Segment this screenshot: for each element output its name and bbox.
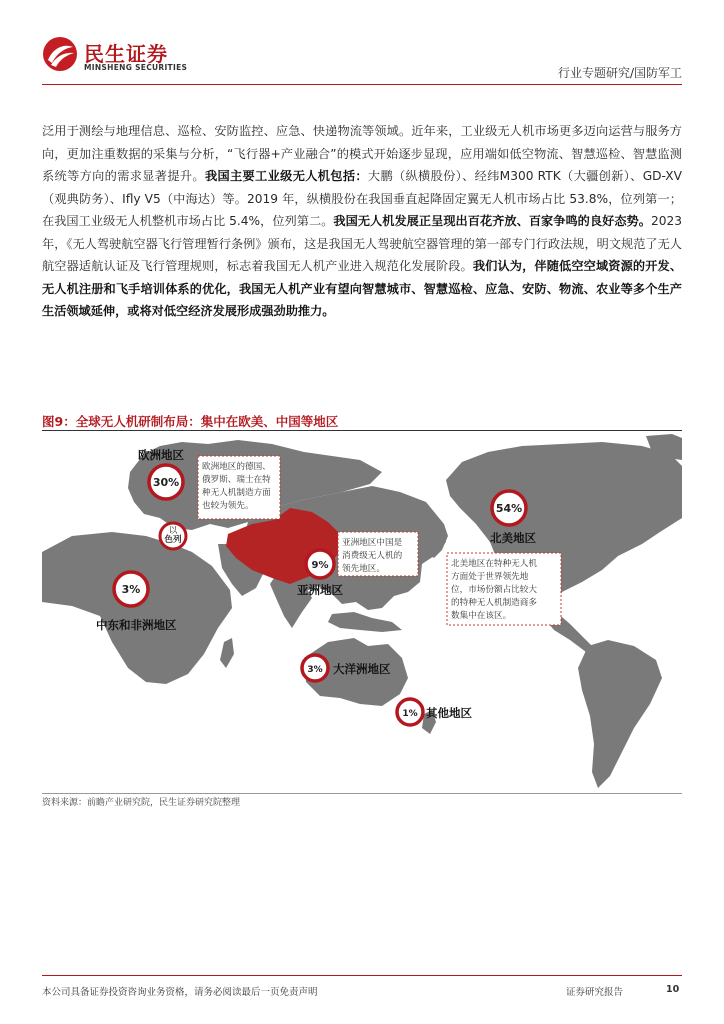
body-segment: 2023 年，《无人驾驶航空器飞行管理暂行条例》颁布，这是我国无人驾驶航空器管理的第一部专门行政法规，明文规范了无人航空器适航认证及飞行管理规则，标志着我国无人机产业进入规范化发展阶段。 (42, 214, 682, 273)
page-number: 10 (666, 984, 680, 995)
note-na-line: 位，市场份额占比较大 (451, 585, 537, 595)
land-masses (42, 434, 682, 788)
body-segment-bold: 我国无人机发展正呈现出百花齐放、百家争鸣的良好态势。 (333, 214, 651, 228)
figure-bottom-divider (42, 793, 682, 794)
note-asia (338, 532, 418, 576)
region-pct-north-america: 54% (495, 502, 523, 515)
land-se-asia-islands (328, 612, 402, 632)
header-divider (42, 84, 682, 85)
report-category: 行业专题研究/国防军工 (557, 66, 682, 80)
figure-title-divider (42, 430, 682, 431)
note-na-line: 方面处于世界领先地 (451, 572, 529, 582)
company-logo (42, 36, 192, 78)
region-pct-mea: 3% (121, 583, 141, 596)
note-europe-line: 俄罗斯、瑞士在特 (202, 475, 271, 485)
figure-title: 图9：全球无人机研制布局：集中在欧美、中国等地区 (42, 414, 339, 429)
logo-english-name: MINSHENG SECURITIES (84, 63, 188, 72)
figure-source: 资料来源：前瞻产业研究院，民生证券研究院整理 (42, 798, 241, 808)
note-na-line: 数集中在该区。 (451, 611, 512, 621)
world-map-figure (42, 432, 682, 792)
body-segment-bold: 我们认为，伴随低空空域资源的开发、无人机注册和飞手培训体系的优化，我国无人机产业有望向智慧城市、智慧巡检、应急、安防、物流、农业等多个生产生活领域延伸，或将对低空经济发展形成强劲助推力。 (42, 259, 683, 318)
footer-report-type: 证券研究报告 (566, 987, 624, 998)
note-asia-line: 消费级无人机的 (342, 551, 403, 561)
israel-tag-line2: 色列 (164, 535, 182, 545)
region-pct-oceania: 3% (307, 665, 323, 675)
body-segment: 大鹏（纵横股份）、经纬M300 RTK（大疆创新）、GD-XV（观典防务）、Ifly V5（中海达）等。2019 年，纵横股份在我国垂直起降固定翼无人机市场占比 53.8%，位列第一；在我国工业级无人机整机市场占比 5.4%，位列第二。 (42, 169, 682, 228)
note-north-america (447, 553, 561, 625)
body-paragraph (42, 120, 682, 323)
land-africa (42, 532, 232, 684)
page-header (0, 0, 724, 90)
body-segment: 泛用于测绘与地理信息、巡检、安防监控、应急、快递物流等领域。近年来，工业级无人机市场更多迈向运营与服务方向，更加注重数据的采集与分析，“飞行器+产业融合”的模式开始逐步显现，应用端如低空物流、智慧巡检、智慧监测系统等方向的需求显著提升。 (42, 124, 682, 183)
note-europe-line: 欧洲地区的德国、 (202, 462, 271, 472)
region-pct-other: 1% (402, 709, 418, 719)
region-label-asia: 亚洲地区 (297, 583, 343, 597)
region-label-europe: 欧洲地区 (138, 448, 184, 462)
note-europe (198, 456, 280, 519)
footer-disclaimer: 本公司具备证券投资咨询业务资格，请务必阅读最后一页免责声明 (42, 987, 318, 998)
body-segment-bold: 我国主要工业级无人机包括： (204, 169, 368, 183)
region-label-oceania: 大洋洲地区 (333, 662, 391, 676)
region-label-mea: 中东和非洲地区 (96, 618, 177, 632)
note-na-line: 的特种无人机制造商多 (451, 598, 537, 608)
minsheng-logo-icon (42, 36, 78, 72)
note-europe-line: 种无人机制造方面 (202, 488, 271, 498)
logo-chinese-name: 民生证券 (84, 42, 168, 66)
world-map (42, 432, 682, 792)
land-madagascar (220, 638, 234, 668)
israel-tag-line1: 以 (168, 526, 178, 536)
note-asia-line: 亚洲地区中国是 (342, 538, 403, 548)
region-label-north-america: 北美地区 (490, 531, 536, 545)
region-pct-europe: 30% (152, 476, 180, 489)
region-label-other: 其他地区 (426, 706, 472, 720)
note-na-line: 北美地区在特种无人机 (451, 559, 537, 569)
note-europe-line: 也较为领先。 (202, 501, 254, 511)
note-asia-line: 领先地区。 (342, 564, 385, 574)
footer-divider (42, 975, 682, 976)
land-south-america (578, 640, 662, 788)
region-pct-asia: 9% (311, 560, 329, 571)
